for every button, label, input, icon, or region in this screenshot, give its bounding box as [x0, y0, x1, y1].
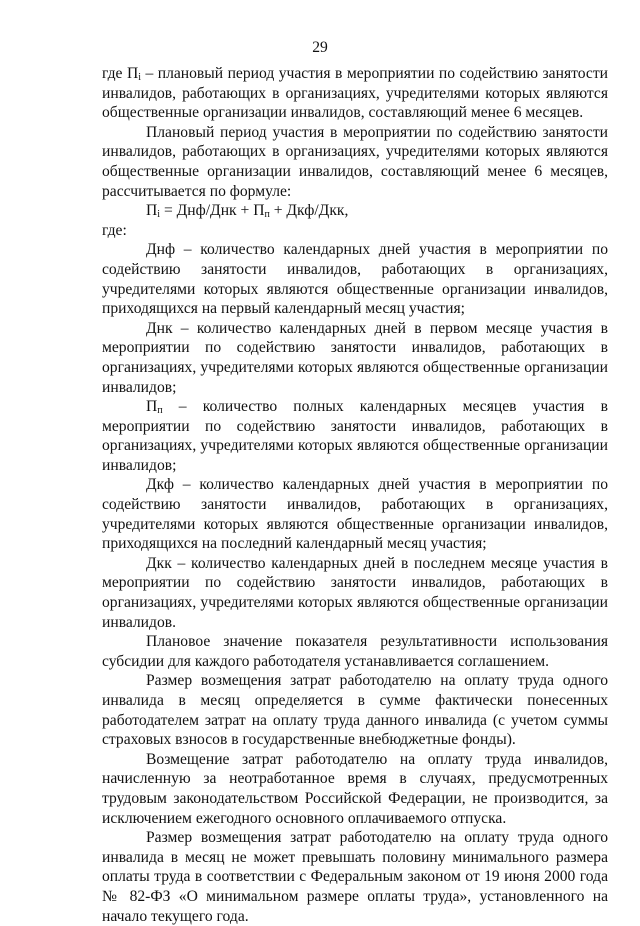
where-label: где:: [102, 221, 127, 239]
reimbursement-size-paragraph: Размер возмещения затрат работодателю на оплату труда одного инвалида в месяц определяется в сумме фактически понесенных работодателем затрат на оплату труда данного инвалида (с учетом суммы страховых взносов в государственные внебюджетные фонды).: [102, 672, 608, 749]
formula-part1: = Днф/Днк + П: [160, 202, 265, 220]
intro-prefix: где: [102, 65, 127, 82]
intro-symbol: П: [126, 65, 139, 82]
definition-dkf: Дкф – количество календарных дней участия в мероприятии по содействию занятости инвалидов, работающих в организациях, учредителями которых являются общественные организации инвалидов, приходящихся на последний календарный месяц участия;: [102, 476, 608, 553]
formula: [102, 201, 608, 221]
pp-sub: п: [157, 405, 163, 417]
document-body: [102, 64, 608, 926]
formula-lhs: П: [146, 202, 158, 220]
definition-pp: [102, 397, 608, 475]
intro-symbol-sub: i: [138, 72, 141, 83]
definition-dnf: Днф – количество календарных дней участия в мероприятии по содействию занятости инвалидов, работающих в организациях, учредителями которых являются общественные организации инвалидов, приходящихся на первый календарный месяц участия;: [102, 241, 608, 318]
formula-lhs-sub: i: [157, 209, 161, 221]
not-reimbursed-paragraph: Возмещение затрат работодателю на оплату труда инвалидов, начисленную за неотработанное время в случаях, предусмотренных трудовым законодательством Российской Федерации, не производится, за исключением ежегодного основного оплачиваемого отпуска.: [102, 750, 608, 827]
intro-text: – плановый период участия в мероприятии по содействию занятости инвалидов, работающих в организациях, учредителями которых являются общественные организации инвалидов, составляющий менее 6 месяцев.: [102, 65, 608, 122]
intro-paragraph: [102, 64, 608, 123]
definition-dnk: Днк – количество календарных дней в первом месяце участия в мероприятии по содействию занятости инвалидов, работающих в организациях, учредителями которых являются общественные организации инвалидов;: [102, 319, 608, 396]
definition-dkk: Дкк – количество календарных дней в последнем месяце участия в мероприятии по содействию занятости инвалидов, работающих в организациях, учредителями которых являются общественные организации инвалидов.: [102, 554, 608, 631]
pp-symbol: П: [146, 398, 158, 416]
pp-text: – количество полных календарных месяцев участия в мероприятии по содействию занятости инвалидов, работающих в организациях, учредителями которых являются общественные организации инвалидов;: [102, 398, 608, 474]
plan-value-paragraph: Плановое значение показателя результативности использования субсидии для каждого работодателя устанавливается соглашением.: [102, 633, 608, 670]
page-number: 29: [312, 39, 328, 56]
formula-part2: + Дкф/Дкк,: [269, 202, 349, 220]
formula-sub2: п: [264, 209, 270, 221]
planned-period-paragraph: Плановый период участия в мероприятии по содействию занятости инвалидов, работающих в организациях, учредителями которых являются общественные организации инвалидов, составляющий менее 6 месяцев, рассчитывается по формуле:: [102, 123, 608, 200]
max-size-paragraph: Размер возмещения затрат работодателю на оплату труда одного инвалида в месяц не может превышать половину минимального размера оплаты труда в соответствии с Федеральным законом от 19 июня 2000 года № 82-ФЗ «О минимальном размере оплаты труда», установленного на начало текущего года.: [102, 829, 608, 925]
